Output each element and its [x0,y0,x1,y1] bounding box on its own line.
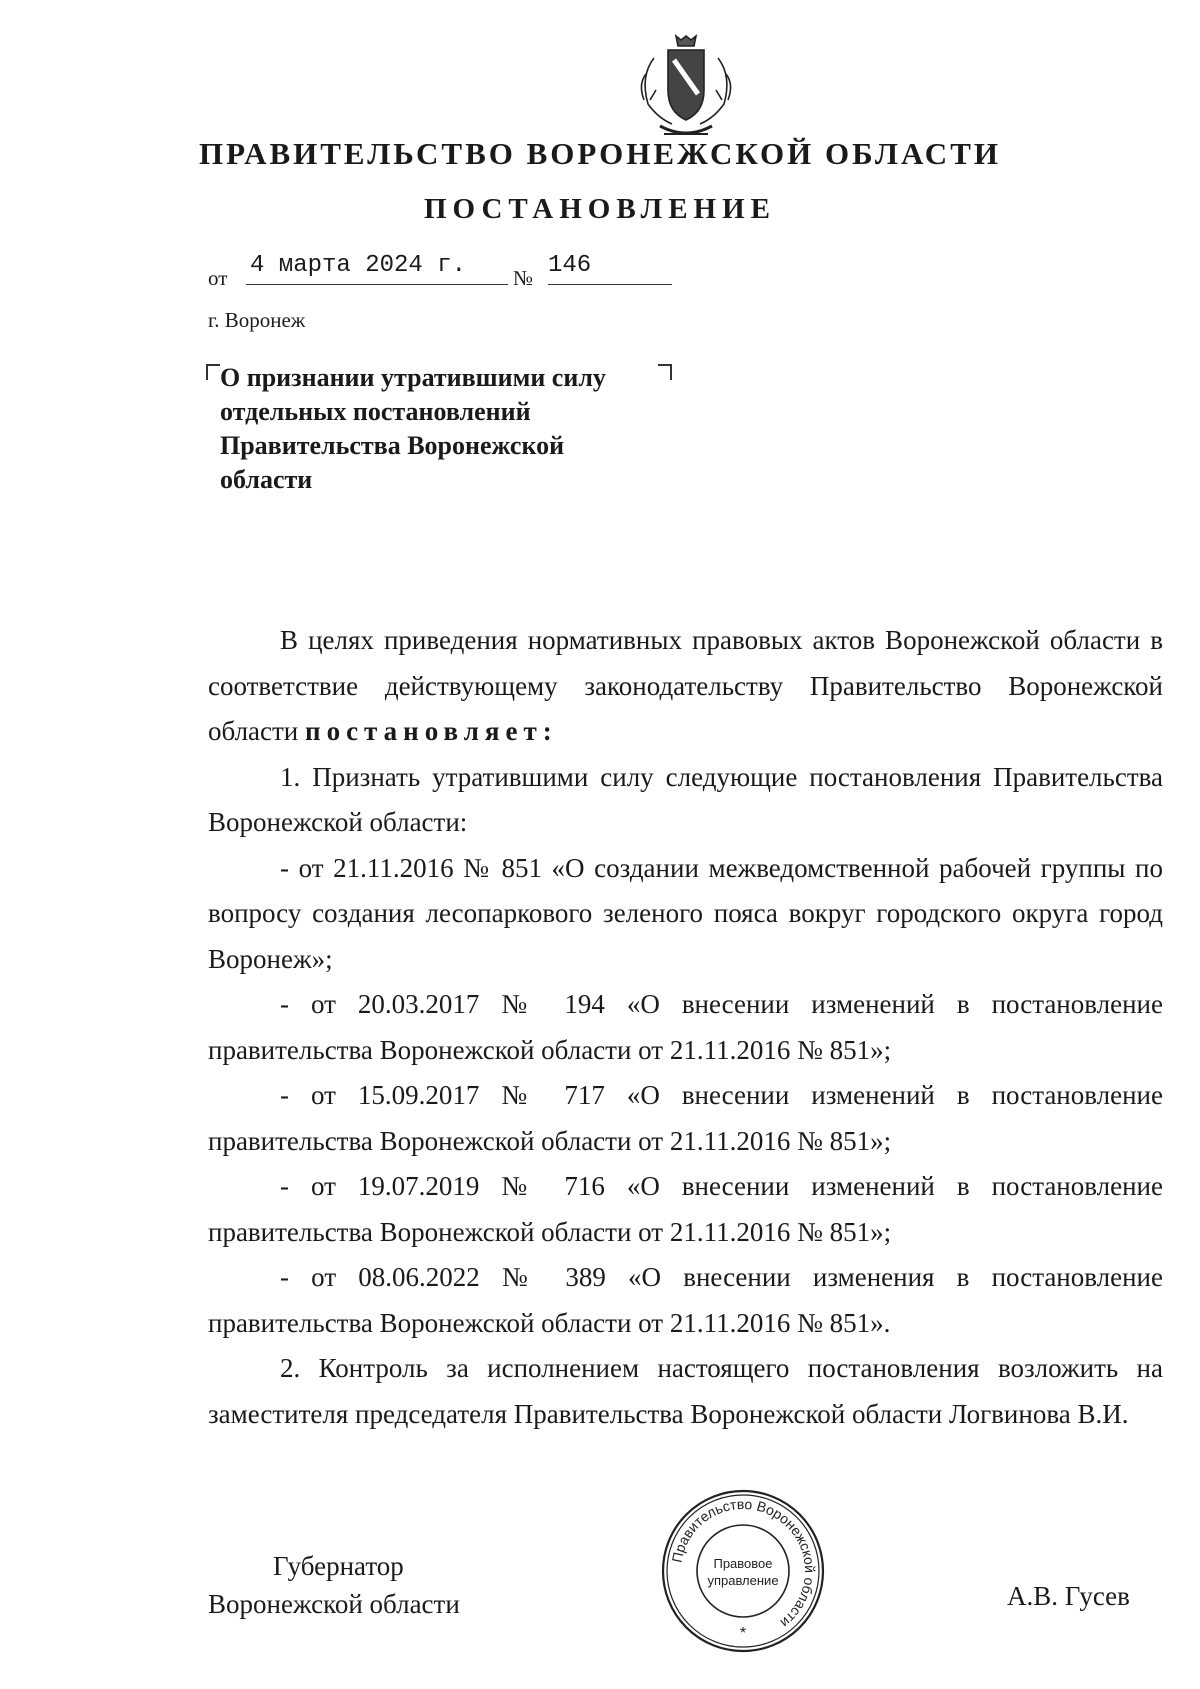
intro-paragraph [208,618,1163,755]
document-body [208,618,1163,1437]
stamp-center-line-1: Правовое [713,1556,773,1571]
stamp-star: * [739,1625,747,1642]
subject-line: области [220,465,313,494]
document-type-title: ПОСТАНОВЛЕНИЕ [423,193,776,225]
subject-corner-right [658,364,672,380]
subject-line: отдельных постановлений [220,397,531,426]
date-prefix-label: от [208,266,228,290]
subject-corner-left [206,364,220,380]
document-date: 4 марта 2024 г. [246,252,508,285]
subject-line: Правительства Воронежской [220,431,565,460]
clause-1-item: - от 15.09.2017 № 717 «О внесении изменений в постановление правительства Воронежской области от 21.11.2016 № 851»; [208,1080,1163,1156]
signatory-position [208,1547,460,1623]
clause-1-item: - от 21.11.2016 № 851 «О создании межведомственной рабочей группы по вопросу создания лесопаркового зеленого пояса вокруг городского округа город Воронеж»; [208,852,1163,974]
organization-title: ПРАВИТЕЛЬСТВО ВОРОНЕЖСКОЙ ОБЛАСТИ [199,136,1001,171]
number-sign-label: № [513,266,534,290]
clause-1: 1. Признать утратившими силу следующие постановления Правительства Воронежской области: [208,761,1163,837]
clause-1-item: - от 19.07.2019 № 716 «О внесении изменений в постановление правительства Воронежской области от 21.11.2016 № 851»; [208,1171,1163,1247]
city-label: г. Воронеж [208,308,306,332]
document-subject [220,361,660,497]
clause-1-item: - от 20.03.2017 № 194 «О внесении изменений в постановление правительства Воронежской области от 21.11.2016 № 851»; [208,989,1163,1065]
resolves-word: постановляет: [305,716,558,746]
position-line-2: Воронежской области [208,1589,460,1619]
intro-text: В целях приведения нормативных правовых актов Воронежской области в соответствие действующему законодательству Правительство Воронежской области [208,625,1163,746]
clause-1-item: - от 08.06.2022 № 389 «О внесении изменения в постановление правительства Воронежской области от 21.11.2016 № 851». [208,1262,1163,1338]
stamp-ring-text: Правительство Воронежской области [668,1495,819,1632]
clause-2: 2. Контроль за исполнением настоящего постановления возложить на заместителя председателя Правительства Воронежской области Логвинова В.И. [208,1353,1163,1429]
document-number: 146 [548,252,672,285]
stamp-center-line-2: управление [707,1573,779,1588]
position-line-1: Губернатор [273,1551,404,1581]
coat-of-arms-emblem [624,30,748,148]
signatory-name: А.В. Гусев [1007,1581,1130,1611]
legal-department-stamp [660,1488,826,1654]
subject-line: О признании утратившими силу [220,363,606,392]
